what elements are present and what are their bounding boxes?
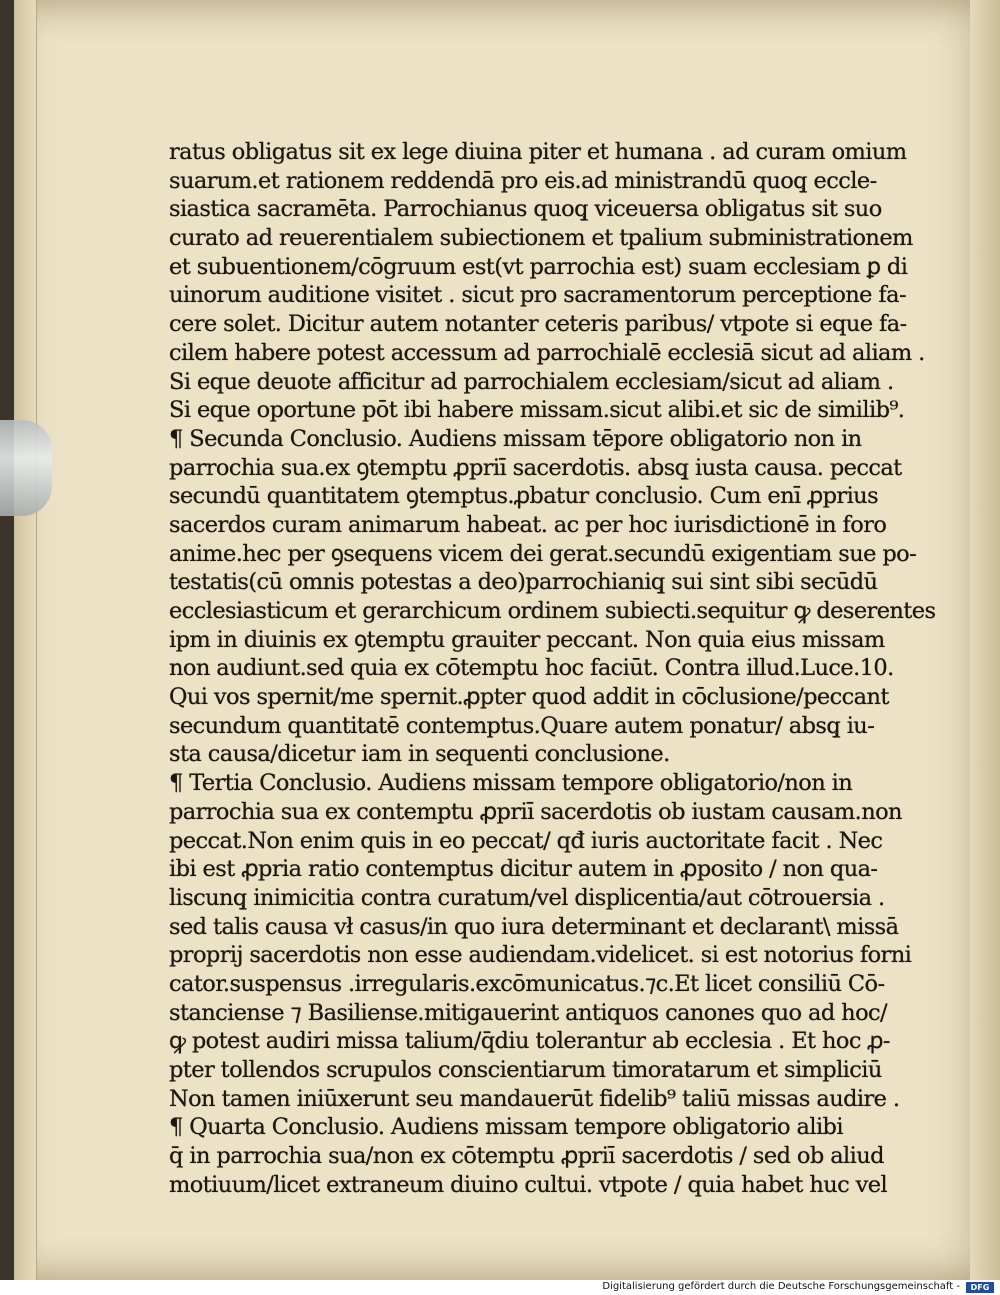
text-line: cere solet. Dicitur autem notanter ceteris paribus/ vtpote si eque fa- xyxy=(169,311,907,338)
body-text xyxy=(169,138,936,1199)
text-line: secundum quantitatē contemptus.Quare autem ponatur/ absq̧ iu- xyxy=(169,712,875,739)
text-line: sed talis causa vł casus/in quo iura determinant et declarant\ missā xyxy=(169,913,899,940)
text-line: ratus obligatus sit ex lege diuina piter et humana . ad curam omium xyxy=(169,139,907,165)
text-line: proprij sacerdotis non esse audiendam.videlicet. si est notorius forni xyxy=(169,942,912,969)
text-line: Non tamen iniūxerunt seu mandauerūt fidelib⁹ taliū missas audire . xyxy=(169,1085,900,1112)
binding-clip xyxy=(0,420,52,516)
text-line: parrochia sua ex contemptu ꝓpriī sacerdotis ob iustam causam.non xyxy=(169,798,902,825)
footer-bar xyxy=(0,1280,1000,1295)
text-line: Si eque oportune pōt ibi habere missam.sicut alibi.et sic de similib⁹. xyxy=(169,397,905,424)
text-line: ¶ Tertia Conclusio. Audiens missam tempore obligatorio/non in xyxy=(169,770,853,797)
page-right-edge xyxy=(970,0,1000,1280)
text-line: peccat.Non enim quis in eo peccat/ qđ iuris auctoritate facit . Nec xyxy=(169,827,883,854)
text-line: sta causa/dicetur iam in sequenti conclusione. xyxy=(169,741,670,768)
text-line: siastica sacramēta. Parrochianus quoq̧ viceuersa obligatus sit suo xyxy=(169,196,882,223)
text-line: liscunq̧ inimicitia contra curatum/vel displicentia/aut cōtrouersia . xyxy=(169,884,885,911)
text-line: cator.suspensus .irregularis.excōmunicatus.⁊c.Et licet consiliū Cō- xyxy=(169,970,885,997)
text-line: sacerdos curam animarum habeat. ac per hoc iurisdictionē in foro xyxy=(169,511,887,538)
text-line: parrochia sua.ex ꝯtemptu ꝓpriī sacerdotis. absq̧ iusta causa. peccat xyxy=(169,454,902,481)
text-line: ꝙ potest audiri missa talium/q̄diu tolerantur ab ecclesia . Et hoc ꝓ- xyxy=(169,1028,890,1055)
text-line: ipm in diuinis ex ꝯtemptu grauiter peccant. Non quia eius missam xyxy=(169,626,885,653)
text-line: ¶ Secunda Conclusio. Audiens missam tēpore obligatorio non in xyxy=(169,425,862,452)
text-line: suarum.et rationem reddendā pro eis.ad ministrandū quoq̧ eccle- xyxy=(169,167,877,194)
text-line: stanciense ⁊ Basiliense.mitigauerint antiquos canones quo ad hoc/ xyxy=(169,999,888,1026)
text-line: Qui vos spernit/me spernit.ꝓpter quod addit in cōclusione/peccant xyxy=(169,684,889,711)
dfg-logo-icon: DFG xyxy=(966,1282,994,1293)
text-line: Si eque deuote afficitur ad parrochialem ecclesiam/sicut ad aliam . xyxy=(169,368,894,395)
text-line: uinorum auditione visitet . sicut pro sacramentorum perceptione fa- xyxy=(169,282,906,309)
text-line: q̄ in parrochia sua/non ex cōtemptu ꝓpriī sacerdotis / sed ob aliud xyxy=(169,1143,884,1170)
text-line: testatis(cū omnis potestas a deo)parrochianiq̧ sui sint sibi secūdū xyxy=(169,569,878,596)
text-line: et subuentionem/cōgruum est(vt parrochia est) suam ecclesiam ꝑ di xyxy=(169,253,908,280)
text-line: secundū quantitatem ꝯtemptus.ꝓbatur conclusio. Cum enī ꝓprius xyxy=(169,483,879,510)
text-line: curato ad reuerentialem subiectionem et tpalium subministrationem xyxy=(169,225,913,252)
text-line: ibi est ꝓpria ratio contemptus dicitur autem in ꝓposito / non qua- xyxy=(169,856,878,883)
text-line: non audiunt.sed quia ex cōtemptu hoc faciūt. Contra illud.Luce.10. xyxy=(169,655,894,682)
text-line: pter tollendos scrupulos conscientiarum timoratarum et simpliciū xyxy=(169,1057,882,1083)
page-left-edge xyxy=(14,0,37,1280)
funding-credit: Digitalisierung gefördert durch die Deutsche Forschungsgemeinschaft - xyxy=(602,1281,960,1292)
text-line: anime.hec per ꝯsequens vicem dei gerat.secundū exigentiam sue po- xyxy=(169,540,917,567)
text-line: ecclesiasticum et gerarchicum ordinem subiecti.sequitur ꝙ deserentes xyxy=(169,598,936,624)
text-line: cilem habere potest accessum ad parrochialē ecclesiā sicut ad aliam . xyxy=(169,339,925,366)
scanned-page xyxy=(14,0,1000,1280)
text-line: ¶ Quarta Conclusio. Audiens missam tempore obligatorio alibi xyxy=(169,1114,843,1141)
text-line: motiuum/licet extraneum diuino cultui. vtpote / quia habet huc vel xyxy=(169,1171,888,1198)
